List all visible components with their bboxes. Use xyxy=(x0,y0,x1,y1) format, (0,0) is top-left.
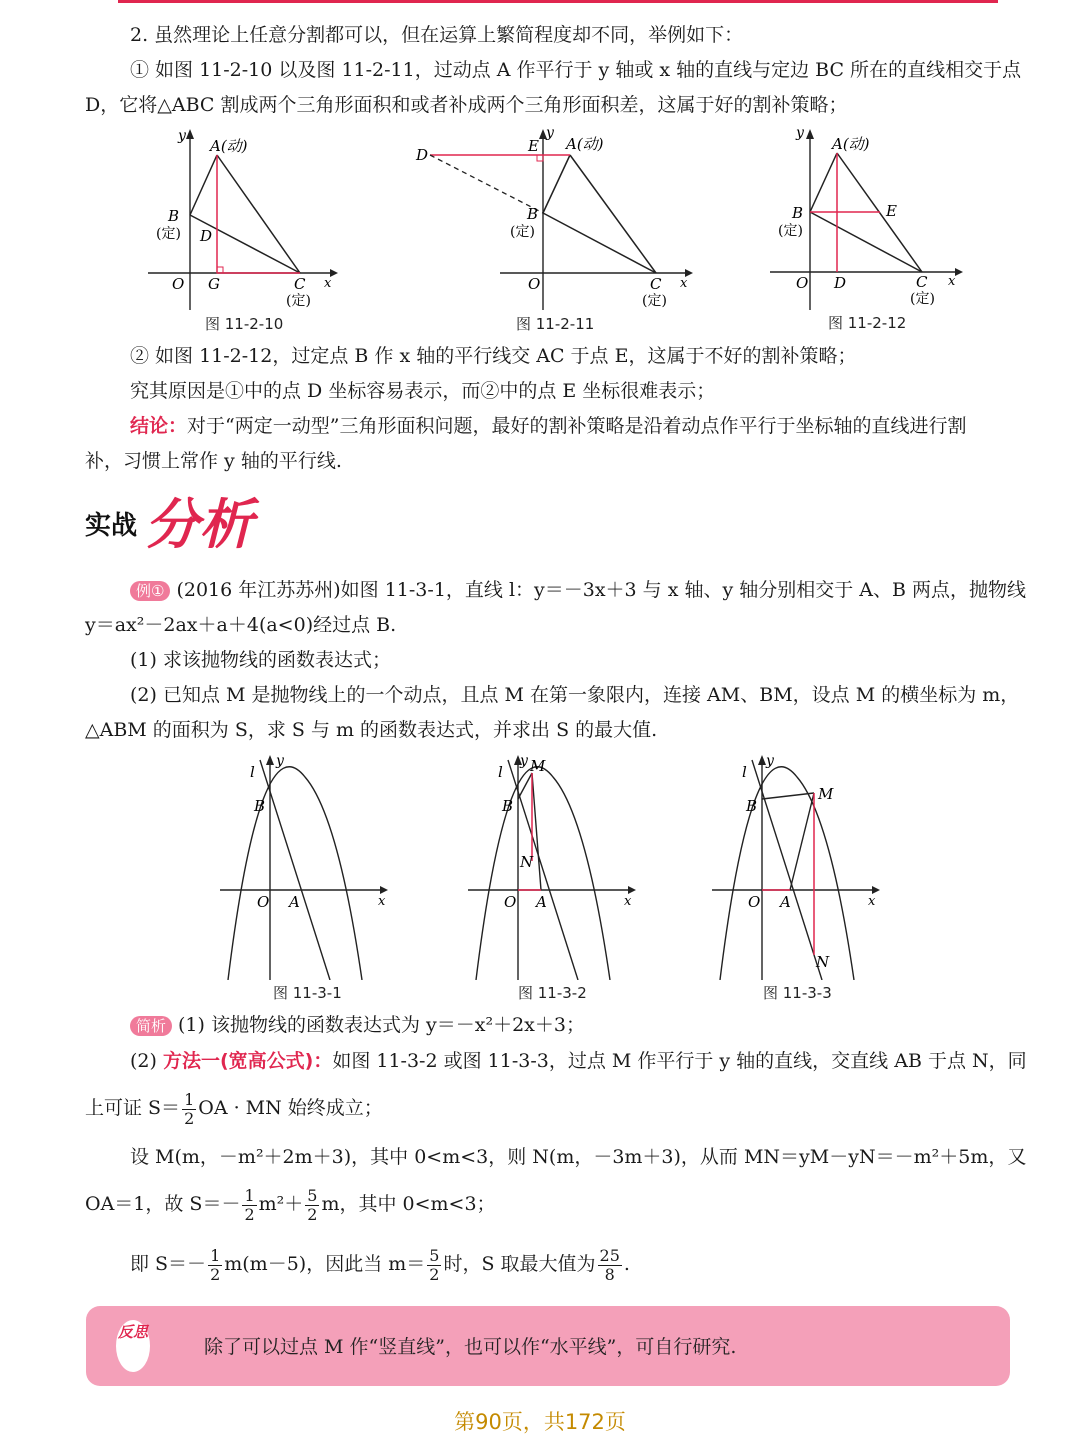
question-2a: (2) 已知点 M 是抛物线上的一个动点，且点 M 在第一象限内，连接 AM、BM，设点 M 的横坐标为 m， xyxy=(130,684,1020,706)
label-B-fixed: (定) xyxy=(156,226,181,242)
label-D: D xyxy=(834,274,847,292)
fraction-5-2 xyxy=(427,1247,441,1284)
solution-2-prefix: (2) xyxy=(130,1050,163,1072)
figure-11-3-3 xyxy=(712,755,887,980)
solution-line-2 xyxy=(130,1048,1025,1074)
label-y: y xyxy=(520,755,528,769)
label-y: y xyxy=(796,125,804,141)
label-C-fixed: (定) xyxy=(642,293,667,309)
label-D: D xyxy=(416,146,429,164)
label-A: A xyxy=(536,893,547,911)
reflection-icon: 反思 xyxy=(116,1320,150,1372)
frac-den: 2 xyxy=(307,1204,318,1224)
label-x: x xyxy=(948,274,956,289)
label-D: D xyxy=(200,227,213,245)
label-A: A xyxy=(780,893,791,911)
s6-end: . xyxy=(623,1253,630,1275)
section-title-deco: 分析 xyxy=(145,492,253,556)
caption-11-2-11: 图 11-2-11 xyxy=(516,315,595,333)
s5-suffix: m，其中 0<m<3； xyxy=(321,1193,496,1215)
label-x: x xyxy=(868,894,876,909)
method-label: 方法一(宽高公式)： xyxy=(162,1050,333,1072)
s5-prefix: OA＝1，故 S＝－ xyxy=(85,1193,241,1215)
label-B: B xyxy=(792,204,804,222)
label-l: l xyxy=(498,763,503,781)
label-A: A xyxy=(289,893,300,911)
example-tag: 例① xyxy=(130,581,170,601)
label-G: G xyxy=(208,275,220,293)
label-x: x xyxy=(378,894,386,909)
solution-line-1 xyxy=(130,1012,1025,1038)
figure-11-2-11 xyxy=(410,125,695,310)
frac-num: 1 xyxy=(184,1089,195,1109)
label-C: C xyxy=(916,273,928,291)
label-O: O xyxy=(528,275,541,293)
fraction-25-8 xyxy=(598,1247,622,1284)
label-C-fixed: (定) xyxy=(910,291,935,307)
after-line-1: ② 如图 11-2-12，过定点 B 作 x 轴的平行线交 AC 于点 E，这属于不好的割补策略； xyxy=(130,345,857,367)
solution-2-text: 如图 11-3-2 或图 11-3-3，过点 M 作平行于 y 轴的直线，交直线 AB 于点 N，同 xyxy=(332,1050,1027,1072)
label-B-fixed: (定) xyxy=(510,224,535,240)
fraction-1-2 xyxy=(208,1247,222,1284)
caption-11-3-2: 图 11-3-2 xyxy=(518,984,587,1002)
intro-line-1: 2. 虽然理论上任意分割都可以，但在运算上繁简程度却不同，举例如下： xyxy=(130,24,744,46)
question-1: (1) 求该抛物线的函数表达式； xyxy=(130,649,391,671)
section-title: 实战 xyxy=(85,511,138,541)
label-M: M xyxy=(530,757,546,775)
solution-line-4: 设 M(m，－m²＋2m＋3)，其中 0<m<3，则 N(m，－3m＋3)，从而 MN＝yM－yN＝－m²＋5m，又 xyxy=(130,1146,1027,1168)
label-A: A(动) xyxy=(832,135,870,153)
frac-den: 2 xyxy=(184,1108,195,1128)
question-2b: △ABM 的面积为 S，求 S 与 m 的函数表达式，并求出 S 的最大值. xyxy=(85,719,658,741)
label-A: A(动) xyxy=(210,137,248,155)
s6-prefix: 即 S＝－ xyxy=(130,1253,207,1275)
label-x: x xyxy=(680,276,688,291)
caption-11-2-12: 图 11-2-12 xyxy=(828,314,907,332)
label-O: O xyxy=(172,275,185,293)
label-B: B xyxy=(746,797,758,815)
caption-11-3-3: 图 11-3-3 xyxy=(763,984,832,1002)
s3-suffix: OA · MN 始终成立； xyxy=(198,1097,383,1119)
s5-mid: m²＋ xyxy=(258,1193,304,1215)
after-line-2: 究其原因是①中的点 D 坐标容易表示，而②中的点 E 坐标很难表示； xyxy=(130,380,716,402)
label-A: A(动) xyxy=(566,135,604,153)
fraction-5-2 xyxy=(305,1187,319,1224)
label-E: E xyxy=(528,137,539,155)
label-y: y xyxy=(546,125,554,141)
label-y: y xyxy=(766,755,774,769)
label-B: B xyxy=(527,205,539,223)
page-footer: 第90页，共172页 xyxy=(454,1410,626,1434)
frac-den: 2 xyxy=(429,1264,440,1284)
frac-num: 25 xyxy=(599,1245,620,1265)
figure-11-2-10 xyxy=(140,125,340,310)
example-text-1: (2016 年江苏苏州)如图 11-3-1，直线 l：y＝－3x＋3 与 x 轴、y 轴分别相交于 A、B 两点，抛物线 xyxy=(176,579,1027,601)
label-B: B xyxy=(502,797,514,815)
label-B: B xyxy=(168,207,180,225)
figure-11-2-12 xyxy=(770,125,965,310)
conclusion-line-2: 补，习惯上常作 y 轴的平行线. xyxy=(85,450,342,472)
label-x: x xyxy=(624,894,632,909)
label-O: O xyxy=(748,893,761,911)
frac-num: 5 xyxy=(307,1185,318,1205)
label-l: l xyxy=(742,763,747,781)
s6-mid: m(m－5)，因此当 m＝ xyxy=(224,1253,426,1275)
solution-line-3 xyxy=(85,1086,1025,1130)
label-C: C xyxy=(650,275,662,293)
conclusion-text: 对于“两定一动型”三角形面积问题，最好的割补策略是沿着动点作平行于坐标轴的直线进行割 xyxy=(187,415,967,437)
fraction-1-2 xyxy=(182,1091,196,1128)
frac-den: 2 xyxy=(244,1204,255,1224)
solution-text-1: (1) 该抛物线的函数表达式为 y＝－x²＋2x＋3； xyxy=(178,1014,585,1036)
intro-line-3: D，它将△ABC 割成两个三角形面积和或者补成两个三角形面积差，这属于好的割补策略； xyxy=(85,94,848,116)
top-rule xyxy=(118,0,998,3)
label-O: O xyxy=(796,274,809,292)
frac-den: 2 xyxy=(210,1264,221,1284)
solution-tag: 简析 xyxy=(130,1016,172,1036)
label-C: C xyxy=(294,275,306,293)
label-B-fixed: (定) xyxy=(778,223,803,239)
label-y: y xyxy=(276,755,284,769)
label-O: O xyxy=(504,893,517,911)
label-M: M xyxy=(818,785,834,803)
label-O: O xyxy=(257,893,270,911)
label-N: N xyxy=(520,853,534,871)
label-E: E xyxy=(886,202,897,220)
example-line-2: y＝ax²－2ax＋a＋4(a<0)经过点 B. xyxy=(85,614,397,636)
conclusion-line xyxy=(130,413,1025,439)
label-x: x xyxy=(324,276,332,291)
caption-11-3-1: 图 11-3-1 xyxy=(273,984,342,1002)
frac-num: 1 xyxy=(244,1185,255,1205)
label-C-fixed: (定) xyxy=(286,293,311,309)
example-line-1 xyxy=(130,577,1025,603)
caption-11-2-10: 图 11-2-10 xyxy=(205,315,284,333)
solution-line-6 xyxy=(130,1242,1025,1286)
label-N: N xyxy=(816,953,830,971)
s3-prefix: 上可证 S＝ xyxy=(85,1097,181,1119)
solution-line-5 xyxy=(85,1182,1025,1226)
label-l: l xyxy=(250,763,255,781)
reflection-box xyxy=(86,1306,1010,1386)
frac-num: 5 xyxy=(429,1245,440,1265)
label-y: y xyxy=(178,128,186,144)
s6-mid2: 时，S 取最大值为 xyxy=(443,1253,596,1275)
fraction-1-2 xyxy=(242,1187,256,1224)
conclusion-label: 结论： xyxy=(130,415,188,437)
figure-11-3-1 xyxy=(220,755,395,980)
reflection-text: 除了可以过点 M 作“竖直线”，也可以作“水平线”，可自行研究. xyxy=(204,1336,737,1358)
frac-den: 8 xyxy=(604,1264,615,1284)
figure-11-3-2 xyxy=(468,755,643,980)
label-B: B xyxy=(254,797,266,815)
intro-line-2: ① 如图 11-2-10 以及图 11-2-11，过动点 A 作平行于 y 轴或 x 轴的直线与定边 BC 所在的直线相交于点 xyxy=(130,59,1022,81)
frac-num: 1 xyxy=(210,1245,221,1265)
